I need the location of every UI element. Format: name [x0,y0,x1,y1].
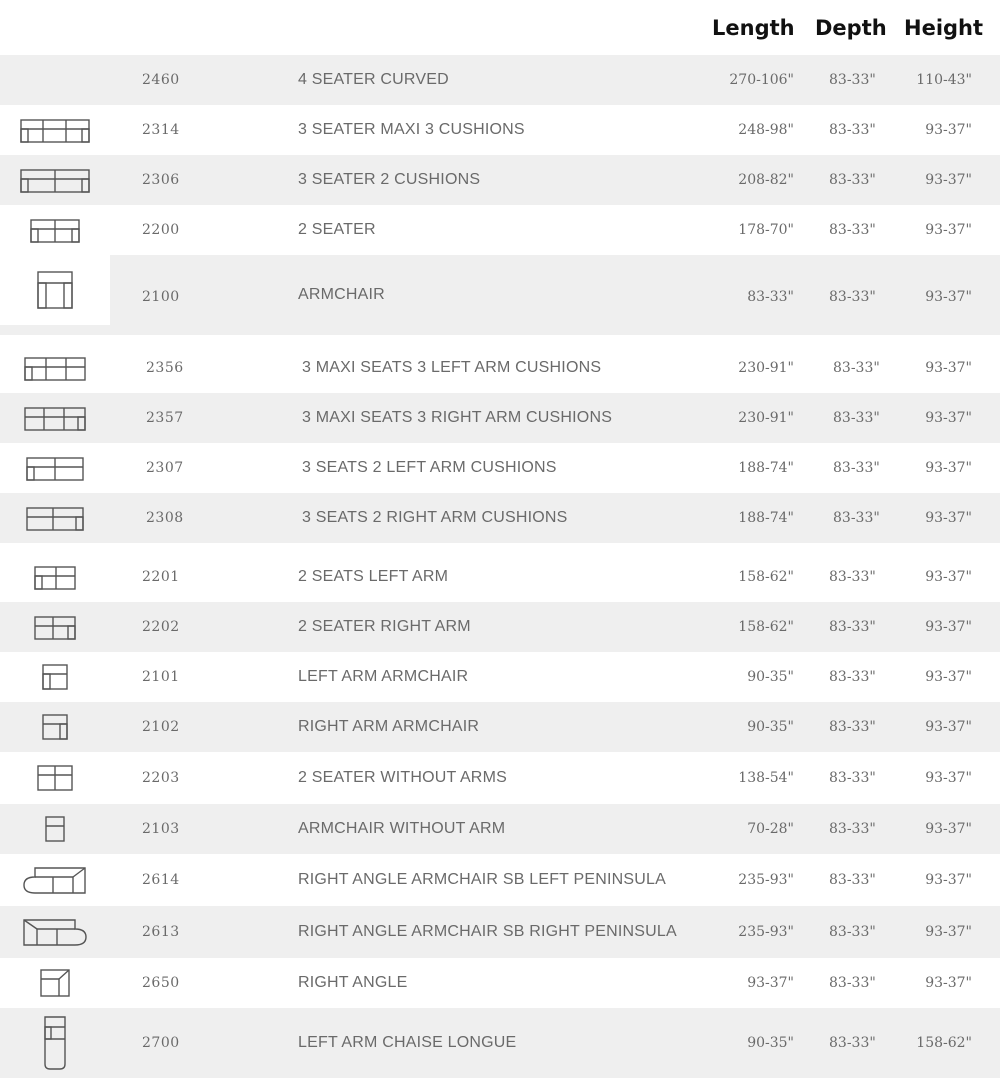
length-value: 90-35" [747,1035,794,1051]
length-value: 188-74" [738,460,794,476]
length-value: 90-35" [747,719,794,735]
three-seat-sofa-icon [0,105,110,155]
product-code: 2700 [142,1035,180,1051]
depth-value: 83-33" [833,460,880,476]
table-row [0,752,1000,804]
chaise-longue-icon [0,1008,110,1078]
depth-value: 83-33" [829,289,876,305]
table-row [0,55,1000,105]
product-description: LEFT ARM CHAISE LONGUE [298,1034,517,1051]
height-value: 93-37" [925,222,972,238]
height-value: 158-62" [916,1035,972,1051]
product-code: 2200 [142,222,180,238]
table-header [0,0,1000,52]
product-description: LEFT ARM ARMCHAIR [298,668,469,685]
length-value: 93-37" [747,975,794,991]
product-code: 2356 [146,360,184,376]
two-seat-left-arm-icon [0,552,110,602]
depth-value: 83-33" [829,872,876,888]
length-value: 270-106" [729,72,794,88]
table-row [0,205,1000,255]
depth-value: 83-33" [829,569,876,585]
table-row [0,155,1000,205]
table-row [0,652,1000,702]
height-header: Height [904,16,984,40]
armless-chair-icon [0,804,110,854]
three-seat-right-arm-icon [0,393,110,443]
product-code: 2201 [142,569,180,585]
table-row [0,1008,1000,1078]
right-arm-armchair-icon [0,702,110,752]
table-row [0,552,1000,602]
length-value: 230-91" [738,410,794,426]
table-row [0,493,1000,543]
depth-value: 83-33" [829,719,876,735]
depth-value: 83-33" [829,222,876,238]
table-row [0,804,1000,854]
length-value: 90-35" [747,669,794,685]
height-value: 93-37" [925,619,972,635]
height-value: 93-37" [925,410,972,426]
product-description: 3 MAXI SEATS 3 LEFT ARM CUSHIONS [302,359,602,376]
length-value: 235-93" [738,924,794,940]
product-description: RIGHT ANGLE ARMCHAIR SB RIGHT PENINSULA [298,923,677,940]
product-description: ARMCHAIR [298,286,385,303]
product-code: 2357 [146,410,184,426]
depth-value: 83-33" [833,360,880,376]
depth-header: Depth [815,16,887,40]
product-description: 3 SEATER MAXI 3 CUSHIONS [298,121,525,138]
product-description: 4 SEATER CURVED [298,71,449,88]
three-seat-left-arm-icon [0,343,110,393]
height-value: 110-43" [916,72,972,88]
table-row [0,393,1000,443]
product-description: 2 SEATS LEFT ARM [298,568,449,585]
product-code: 2103 [142,821,180,837]
length-value: 83-33" [747,289,794,305]
depth-value: 83-33" [829,72,876,88]
product-code: 2203 [142,770,180,786]
table-row [0,255,1000,335]
table-row [0,702,1000,752]
product-description: 3 SEATER 2 CUSHIONS [298,171,481,188]
product-code: 2202 [142,619,180,635]
product-description: 2 SEATER WITHOUT ARMS [298,769,507,786]
table-row [0,343,1000,393]
angle-left-peninsula-icon [0,854,110,906]
product-code: 2613 [142,924,180,940]
table-row [0,105,1000,155]
two-cushion-right-arm-icon [0,493,110,543]
table-row [0,602,1000,652]
product-description: RIGHT ANGLE ARMCHAIR SB LEFT PENINSULA [298,871,666,888]
depth-value: 83-33" [829,975,876,991]
two-cushion-left-arm-icon [0,443,110,493]
two-seat-right-arm-icon [0,602,110,652]
height-value: 93-37" [925,510,972,526]
depth-value: 83-33" [829,669,876,685]
product-code: 2307 [146,460,184,476]
product-code: 2102 [142,719,180,735]
product-code: 2308 [146,510,184,526]
product-description: 3 SEATS 2 RIGHT ARM CUSHIONS [302,509,568,526]
height-value: 93-37" [925,924,972,940]
table-row [0,854,1000,906]
length-value: 248-98" [738,122,794,138]
height-value: 93-37" [925,460,972,476]
length-value: 208-82" [738,172,794,188]
height-value: 93-37" [925,770,972,786]
height-value: 93-37" [925,289,972,305]
product-code: 2306 [142,172,180,188]
height-value: 93-37" [925,172,972,188]
curved-sofa-icon [0,55,110,105]
table-row [0,906,1000,958]
depth-value: 83-33" [829,1035,876,1051]
height-value: 93-37" [925,360,972,376]
depth-value: 83-33" [829,821,876,837]
length-value: 188-74" [738,510,794,526]
two-seat-armless-icon [0,752,110,804]
height-value: 93-37" [925,569,972,585]
two-seat-sofa-icon [0,205,110,255]
length-value: 138-54" [738,770,794,786]
depth-value: 83-33" [829,924,876,940]
product-code: 2314 [142,122,180,138]
product-description: RIGHT ARM ARMCHAIR [298,718,480,735]
height-value: 93-37" [925,719,972,735]
height-value: 93-37" [925,122,972,138]
product-code: 2614 [142,872,180,888]
height-value: 93-37" [925,872,972,888]
depth-value: 83-33" [833,510,880,526]
product-description: RIGHT ANGLE [298,974,408,991]
length-value: 235-93" [738,872,794,888]
product-code: 2100 [142,289,180,305]
depth-value: 83-33" [829,172,876,188]
left-arm-armchair-icon [0,652,110,702]
product-description: 3 SEATS 2 LEFT ARM CUSHIONS [302,459,557,476]
product-description: ARMCHAIR WITHOUT ARM [298,820,506,837]
right-angle-corner-icon [0,958,110,1008]
length-value: 178-70" [738,222,794,238]
height-value: 93-37" [925,669,972,685]
height-value: 93-37" [925,975,972,991]
depth-value: 83-33" [829,770,876,786]
product-description: 2 SEATER [298,221,376,238]
table-row [0,443,1000,493]
length-value: 158-62" [738,569,794,585]
product-description: 2 SEATER RIGHT ARM [298,618,471,635]
length-header: Length [712,16,795,40]
length-value: 230-91" [738,360,794,376]
table-row [0,958,1000,1008]
product-code: 2460 [142,72,180,88]
depth-value: 83-33" [829,122,876,138]
product-code: 2101 [142,669,180,685]
depth-value: 83-33" [829,619,876,635]
product-code: 2650 [142,975,180,991]
armchair-icon [0,255,110,325]
three-seat-two-cushion-sofa-icon [0,155,110,205]
length-value: 158-62" [738,619,794,635]
product-description: 3 MAXI SEATS 3 RIGHT ARM CUSHIONS [302,409,613,426]
depth-value: 83-33" [833,410,880,426]
height-value: 93-37" [925,821,972,837]
angle-right-peninsula-icon [0,906,110,958]
length-value: 70-28" [747,821,794,837]
